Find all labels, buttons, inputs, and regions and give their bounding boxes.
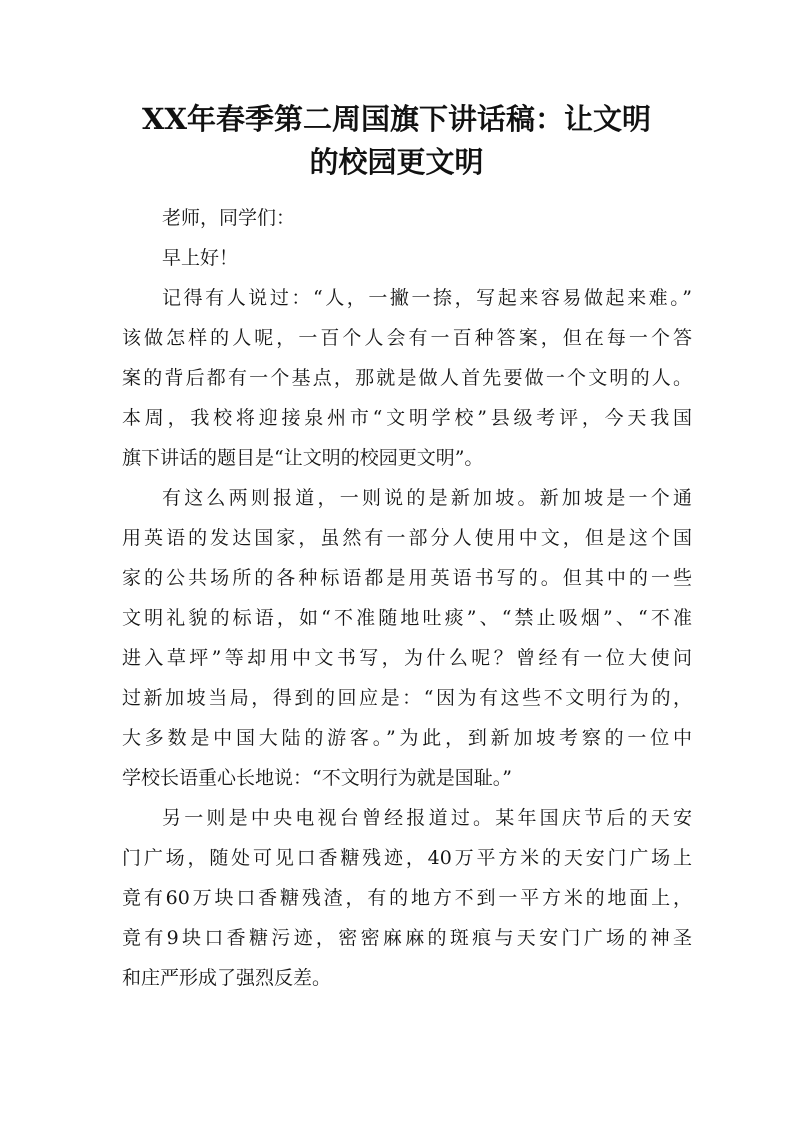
- title-line: XX年春季第二周国旗下讲话稿：让文明: [141, 102, 651, 136]
- paragraph-line: 记得有人说过：“人，一撇一捺，写起来容易做起来难。”: [162, 287, 692, 309]
- document-title: [100, 98, 693, 184]
- title-line: 的校园更文明: [309, 145, 484, 179]
- paragraph-line: 文明礼貌的标语，如“不准随地吐痰”、“禁止吸烟”、“不准: [122, 607, 692, 629]
- paragraph-line: 过新加坡当局，得到的回应是：“因为有这些不文明行为的，: [122, 687, 692, 709]
- paragraph-line: 门广场，随处可见口香糖残迹，40万平方米的天安门广场上: [122, 847, 692, 869]
- paragraph-line: 竟有9块口香糖污迹，密密麻麻的斑痕与天安门广场的神圣: [122, 927, 692, 949]
- paragraph-line: 本周，我校将迎接泉州市“文明学校”县级考评，今天我国: [122, 407, 692, 429]
- paragraph-line: 学校长语重心长地说：“不文明行为就是国耻。”: [122, 767, 512, 789]
- paragraph-line: 和庄严形成了强烈反差。: [122, 967, 332, 989]
- paragraph-line: 另一则是中央电视台曾经报道过。某年国庆节后的天安: [162, 807, 692, 829]
- paragraph-line: 该做怎样的人呢，一百个人会有一百种答案，但在每一个答: [122, 327, 692, 349]
- paragraph-line: 旗下讲话的题目是“让文明的校园更文明”。: [122, 447, 484, 469]
- paragraph-line: 竟有60万块口香糖残渣，有的地方不到一平方米的地面上，: [122, 887, 692, 909]
- greeting-line: 早上好！: [162, 247, 239, 269]
- paragraph-line: 用英语的发达国家，虽然有一部分人使用中文，但是这个国: [122, 527, 692, 549]
- document-body: [122, 198, 692, 998]
- paragraph-line: 进入草坪”等却用中文书写，为什么呢？曾经有一位大使问: [122, 647, 692, 669]
- paragraph-line: 有这么两则报道，一则说的是新加坡。新加坡是一个通: [162, 487, 692, 509]
- paragraph-line: 家的公共场所的各种标语都是用英语书写的。但其中的一些: [122, 567, 692, 589]
- paragraph-line: 案的背后都有一个基点，那就是做人首先要做一个文明的人。: [122, 367, 692, 389]
- salutation-line: 老师，同学们：: [162, 207, 296, 229]
- paragraph-line: 大多数是中国大陆的游客。”为此，到新加坡考察的一位中: [122, 727, 692, 749]
